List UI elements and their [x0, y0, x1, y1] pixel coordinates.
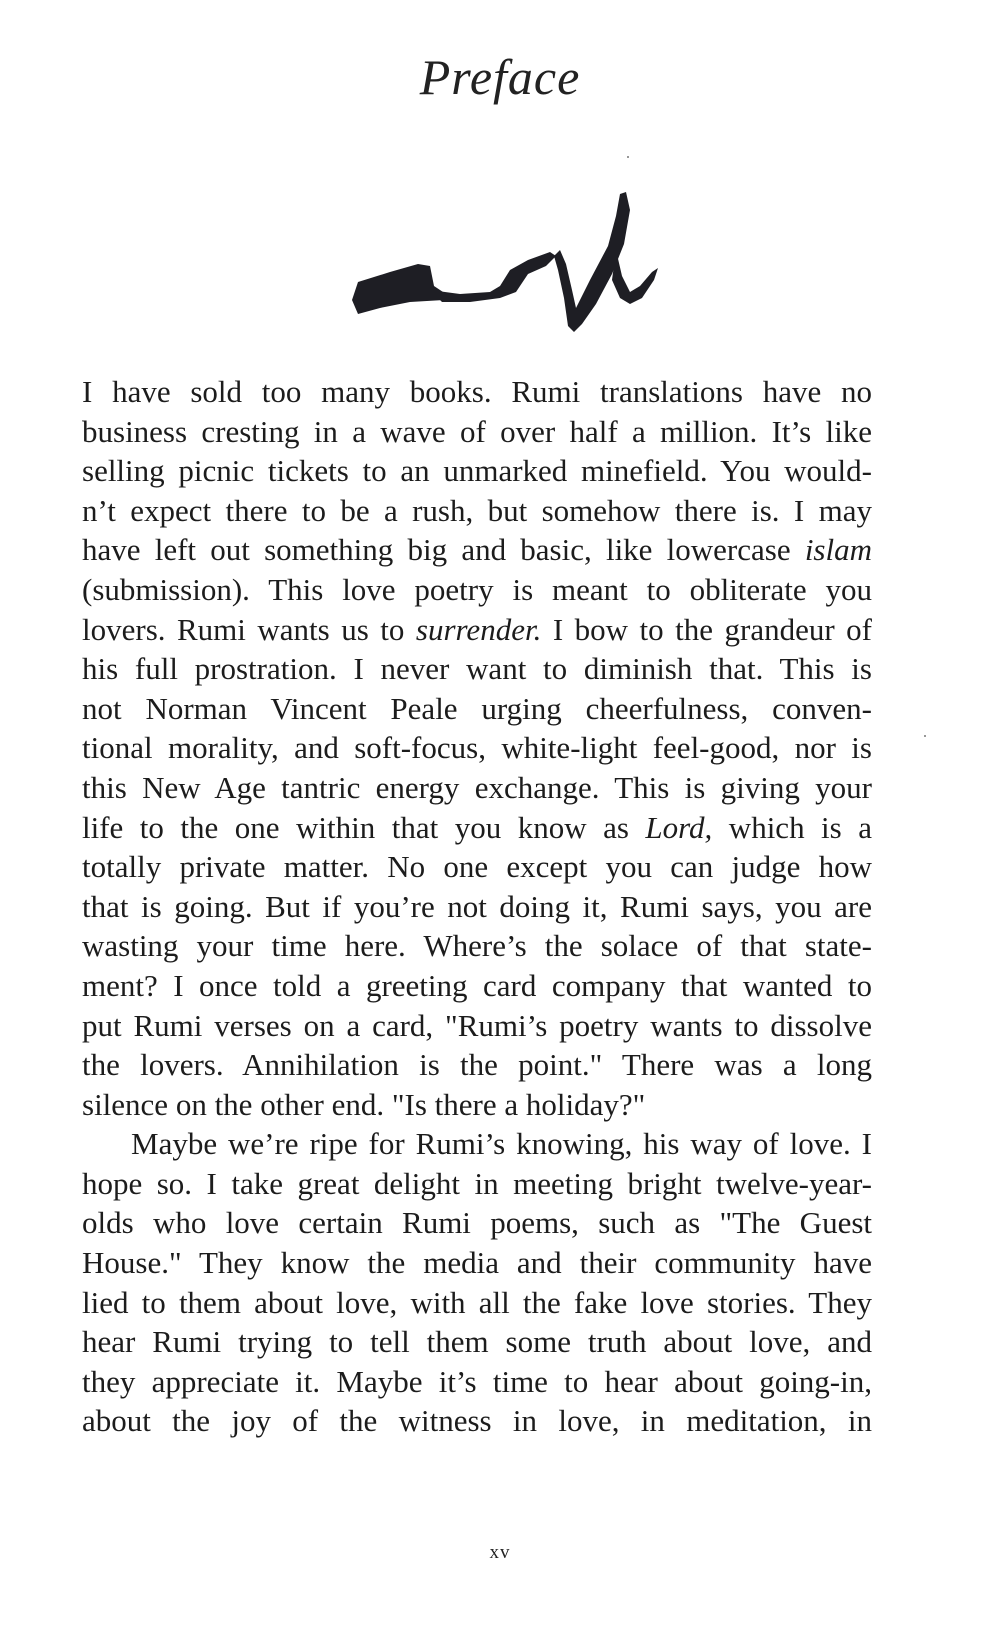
italic-word: islam: [804, 532, 872, 568]
scan-speck: [924, 735, 926, 737]
text-run: silence on the other end. "Is there a holiday?": [82, 1086, 646, 1122]
text-run: n’t expect there to be a rush, but somehow there is. I may: [82, 492, 872, 528]
preface-body: [82, 372, 872, 1441]
text-line: [82, 649, 872, 689]
text-run: life to the one within that you know as: [82, 809, 646, 845]
text-line: [82, 610, 872, 650]
text-line: [82, 768, 872, 808]
text-run: I bow to the grandeur of: [541, 611, 872, 647]
paragraph: [82, 372, 872, 1124]
text-run: the lovers. Annihilation is the point." There was a long: [82, 1047, 872, 1083]
page-number: xv: [489, 1542, 511, 1563]
text-line: [82, 412, 872, 452]
text-line: [82, 1401, 872, 1441]
text-line: [82, 966, 872, 1006]
calligraphy-ornament-icon: [350, 190, 660, 340]
text-run: wasting your time here. Where’s the solace of that state-: [82, 928, 872, 964]
text-run: not Norman Vincent Peale urging cheerfulness, conven-: [82, 690, 872, 726]
text-run: lovers. Rumi wants us to: [82, 611, 416, 647]
paragraph: [82, 1124, 872, 1441]
text-run: hear Rumi trying to tell them some truth about love, and: [82, 1324, 872, 1360]
text-line: [82, 689, 872, 729]
text-run: hope so. I take great delight in meeting bright twelve-year-: [82, 1165, 872, 1201]
text-run: (submission). This love poetry is meant to obliterate you: [82, 571, 872, 607]
text-line: [82, 1362, 872, 1402]
text-line: [82, 847, 872, 887]
text-line: [82, 1006, 872, 1046]
text-line: [82, 1085, 872, 1125]
text-run: business cresting in a wave of over half a million. It’s like: [82, 413, 872, 449]
text-line: [82, 1322, 872, 1362]
text-run: House." They know the media and their community have: [82, 1245, 872, 1281]
text-line: [82, 1283, 872, 1323]
text-line: [82, 491, 872, 531]
ornament-stroke-flick: [612, 250, 658, 304]
text-line: [82, 372, 872, 412]
italic-word: surrender.: [415, 611, 542, 647]
text-run: ment? I once told a greeting card company that wanted to: [82, 967, 872, 1003]
scan-speck: [627, 156, 629, 158]
chapter-title: Preface: [419, 49, 581, 105]
text-line: [82, 570, 872, 610]
text-line: [82, 1045, 872, 1085]
text-run: have left out something big and basic, like lowercase: [82, 532, 805, 568]
text-line: [82, 887, 872, 927]
text-run: they appreciate it. Maybe it’s time to hear about going-in,: [82, 1363, 872, 1399]
text-run: olds who love certain Rumi poems, such as "The Guest: [82, 1205, 872, 1241]
text-line: [82, 926, 872, 966]
text-run: which is a: [712, 809, 872, 845]
ornament-stroke-connector: [430, 252, 556, 302]
text-run: put Rumi verses on a card, "Rumi’s poetry wants to dissolve: [82, 1007, 872, 1043]
text-run: lied to them about love, with all the fake love stories. They: [82, 1284, 872, 1320]
text-line: [82, 530, 872, 570]
ornament-stroke-left: [352, 264, 446, 314]
text-line: [82, 728, 872, 768]
text-line: [82, 451, 872, 491]
text-line: [82, 1164, 872, 1204]
text-run: totally private matter. No one except you can judge how: [82, 849, 872, 885]
text-run: about the joy of the witness in love, in meditation, in: [82, 1403, 872, 1439]
text-line: [82, 1124, 872, 1164]
text-run: tional morality, and soft-focus, white-light feel-good, nor is: [82, 730, 872, 766]
text-run: Maybe we’re ripe for Rumi’s knowing, his way of love. I: [131, 1126, 872, 1162]
text-run: I have sold too many books. Rumi translations have no: [82, 374, 872, 409]
text-run: that is going. But if you’re not doing it, Rumi says, you are: [82, 888, 872, 924]
text-run: selling picnic tickets to an unmarked minefield. You would-: [82, 453, 872, 489]
italic-word: Lord,: [645, 809, 713, 845]
text-line: [82, 808, 872, 848]
text-line: [82, 1243, 872, 1283]
text-run: his full prostration. I never want to diminish that. This is: [82, 651, 872, 687]
text-line: [82, 1203, 872, 1243]
text-run: this New Age tantric energy exchange. This is giving your: [82, 769, 872, 805]
